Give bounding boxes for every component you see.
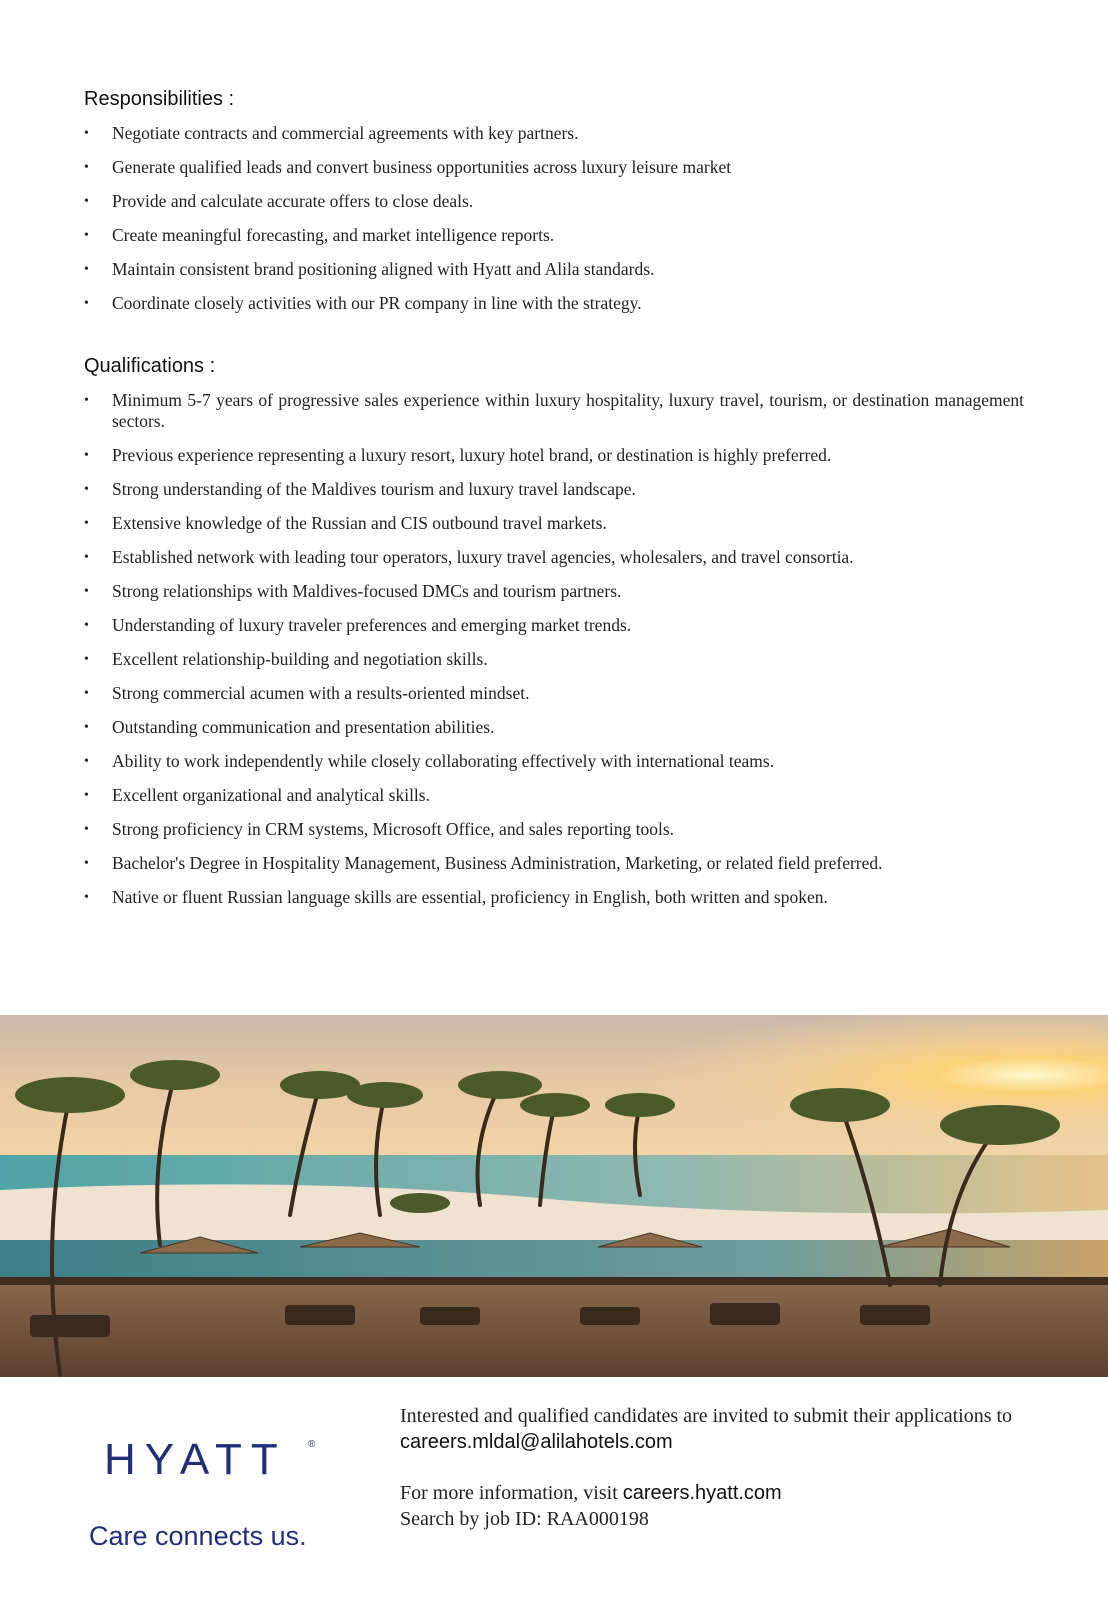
qualifications-item-text: Previous experience representing a luxury resort, luxury hotel brand, or destination is highly preferred. [112, 445, 832, 465]
bullet-icon: • [84, 482, 89, 497]
bullet-icon: • [84, 516, 89, 531]
qualifications-item-text: Excellent organizational and analytical skills. [112, 785, 430, 805]
qualifications-item-text: Strong understanding of the Maldives tourism and luxury travel landscape. [112, 479, 636, 499]
bullet-icon: • [84, 228, 89, 243]
qualifications-item-text: Strong proficiency in CRM systems, Microsoft Office, and sales reporting tools. [112, 819, 675, 839]
responsibilities-item-text: Coordinate closely activities with our PR company in line with the strategy. [112, 293, 642, 313]
qualifications-item [84, 751, 1024, 772]
qualifications-item-text: Bachelor's Degree in Hospitality Management, Business Administration, Marketing, or related field preferred. [112, 853, 883, 873]
bullet-icon: • [84, 686, 89, 701]
responsibilities-heading: Responsibilities : [84, 88, 235, 110]
qualifications-item [84, 479, 1024, 500]
responsibilities-item [84, 157, 1024, 178]
brand-tagline: Care connects us. [89, 1521, 307, 1551]
responsibilities-item [84, 259, 1024, 280]
bullet-icon: • [84, 720, 89, 735]
qualifications-item [84, 513, 1024, 534]
bullet-icon: • [84, 856, 89, 871]
registered-mark: ® [308, 1439, 316, 1450]
qualifications-item-text: Ability to work independently while closely collaborating effectively with international teams. [112, 751, 775, 771]
responsibilities-item-text: Create meaningful forecasting, and market intelligence reports. [112, 225, 555, 245]
bullet-icon: • [84, 448, 89, 463]
qualifications-item [84, 785, 1024, 806]
qualifications-item-text: Strong commercial acumen with a results-oriented mindset. [112, 683, 530, 703]
bullet-icon: • [84, 550, 89, 565]
bullet-icon: • [84, 126, 89, 141]
qualifications-item [84, 547, 1024, 568]
bullet-icon: • [84, 618, 89, 633]
responsibilities-item [84, 293, 1024, 314]
qualifications-item [84, 445, 1024, 466]
careers-url-link[interactable]: careers.hyatt.com [622, 1482, 782, 1504]
bullet-icon: • [84, 296, 89, 311]
responsibilities-item [84, 123, 1024, 144]
apply-text: Interested and qualified candidates are invited to submit their applications to [400, 1405, 1013, 1427]
resort-beach-photo [0, 1015, 1108, 1377]
apply-email-link[interactable]: careers.mldal@alilahotels.com [400, 1431, 673, 1453]
qualifications-item [84, 581, 1024, 602]
resort-photo-illustration [0, 1015, 1108, 1377]
qualifications-heading: Qualifications : [84, 355, 216, 377]
responsibilities-item [84, 225, 1024, 246]
bullet-icon: • [84, 890, 89, 905]
info-line [400, 1480, 1030, 1506]
bullet-icon: • [84, 584, 89, 599]
responsibilities-item-text: Provide and calculate accurate offers to close deals. [112, 191, 474, 211]
qualifications-item-text: Outstanding communication and presentation abilities. [112, 717, 495, 737]
hyatt-logo: HYATT [104, 1435, 287, 1484]
qualifications-item [84, 717, 1024, 738]
qualifications-item [84, 853, 1024, 874]
qualifications-item-text: Excellent relationship-building and negotiation skills. [112, 649, 488, 669]
bullet-icon: • [84, 262, 89, 277]
bullet-icon: • [84, 393, 89, 408]
qualifications-list [84, 390, 1024, 921]
responsibilities-list [84, 123, 1024, 327]
job-id-line: Search by job ID: RAA000198 [400, 1508, 649, 1530]
bullet-icon: • [84, 754, 89, 769]
footer [0, 1377, 1108, 1600]
qualifications-item-text: Understanding of luxury traveler preferences and emerging market trends. [112, 615, 632, 635]
bullet-icon: • [84, 788, 89, 803]
qualifications-item-text: Minimum 5-7 years of progressive sales experience within luxury hospitality, luxury travel, tourism, or destination management sectors. [112, 390, 1024, 431]
responsibilities-item-text: Maintain consistent brand positioning aligned with Hyatt and Alila standards. [112, 259, 655, 279]
qualifications-item-text: Established network with leading tour operators, luxury travel agencies, wholesalers, and travel consortia. [112, 547, 854, 567]
bullet-icon: • [84, 160, 89, 175]
qualifications-item [84, 683, 1024, 704]
qualifications-item-text: Extensive knowledge of the Russian and CIS outbound travel markets. [112, 513, 607, 533]
info-text: For more information, visit [400, 1482, 618, 1504]
bullet-icon: • [84, 652, 89, 667]
apply-instructions [400, 1403, 1030, 1455]
responsibilities-item [84, 191, 1024, 212]
qualifications-item [84, 615, 1024, 636]
qualifications-item [84, 390, 1024, 432]
bullet-icon: • [84, 194, 89, 209]
responsibilities-item-text: Negotiate contracts and commercial agreements with key partners. [112, 123, 579, 143]
responsibilities-item-text: Generate qualified leads and convert business opportunities across luxury leisure market [112, 157, 732, 177]
qualifications-item [84, 819, 1024, 840]
qualifications-item-text: Native or fluent Russian language skills are essential, proficiency in English, both written and spoken. [112, 887, 828, 907]
bullet-icon: • [84, 822, 89, 837]
qualifications-item-text: Strong relationships with Maldives-focused DMCs and tourism partners. [112, 581, 622, 601]
qualifications-item [84, 887, 1024, 908]
qualifications-item [84, 649, 1024, 670]
